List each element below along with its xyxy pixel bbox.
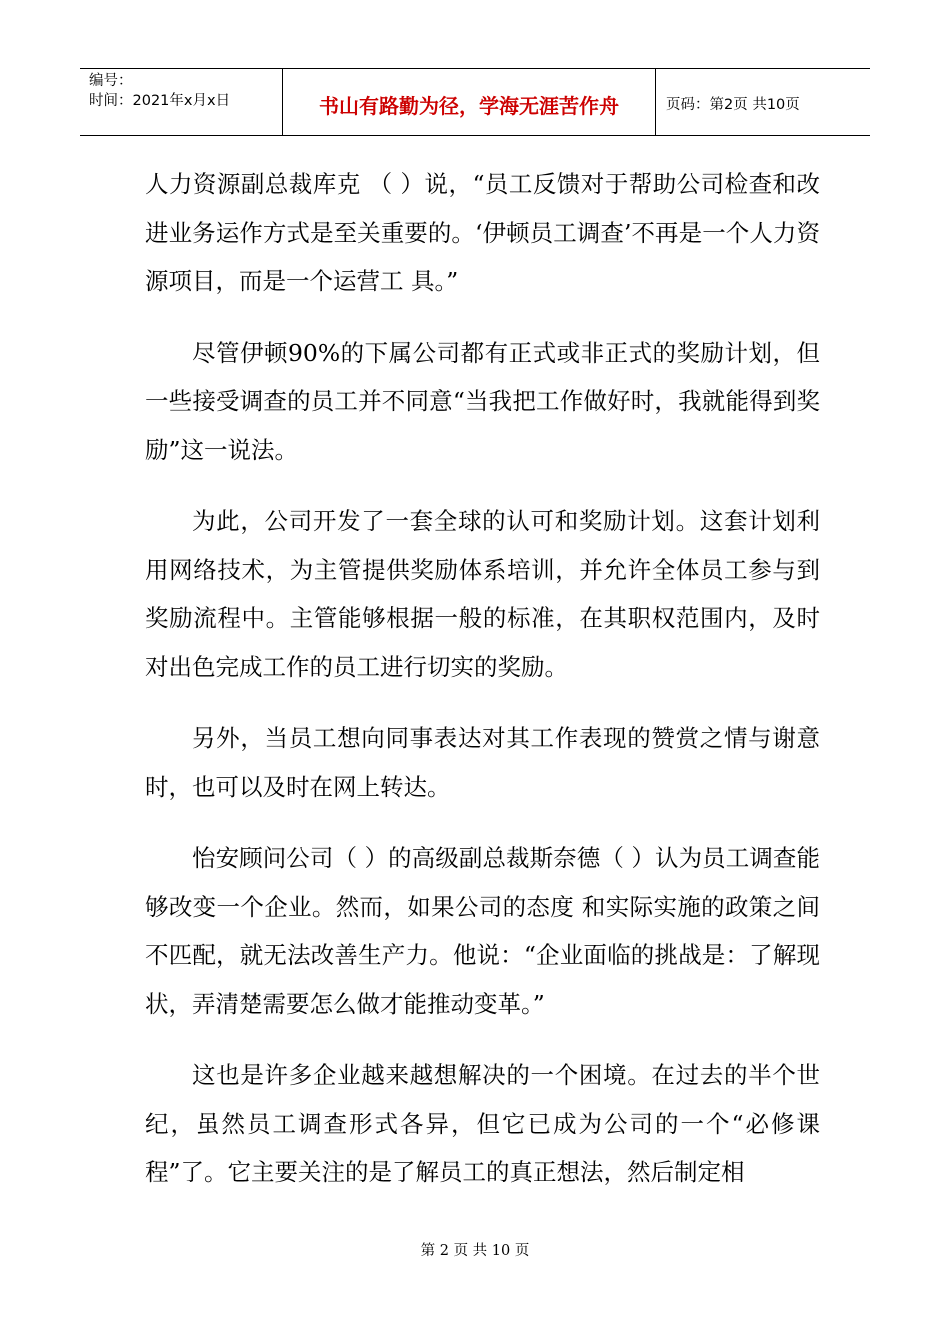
paragraph: 怡安顾问公司（ ）的高级副总裁斯奈德（ ）认为员工调查能够改变一个企业。然而，如果公司的态度 和实际实施的政策之间不匹配，就无法改善生产力。他说：“企业面临的挑战是：了解现状，弄清楚需要怎么做才能推动变革。” (145, 844, 820, 1018)
paragraph: 尽管伊顿90%的下属公司都有正式或非正式的奖励计划，但一些接受调查的员工并不同意“当我把工作做好时，我就能得到奖励”这一说法。 (145, 338, 820, 464)
paragraph: 人力资源副总裁库克 （ ）说，“员工反馈对于帮助公司检查和改进业务运作方式是至关重要的。‘伊顿员工调查’不再是一个人力资源项目，而是一个运营工 具。” (145, 170, 820, 295)
page-footer: 第 2 页 共 10 页 (420, 1243, 530, 1259)
header-page-info: 页码：第2页 共10页 (666, 96, 800, 113)
paragraph: 另外，当员工想向同事表达对其工作表现的赞赏之情与谢意时，也可以及时在网上转达。 (145, 724, 820, 801)
document-body (145, 160, 820, 1220)
date-line: 时间：2021年x月x日 (89, 93, 231, 109)
paragraph: 为此，公司开发了一套全球的认可和奖励计划。这套计划利用网络技术，为主管提供奖励体系培训，并允许全体员工参与到奖励流程中。主管能够根据一般的标准，在其职权范围内，及时对出色完成工作的员工进行切实的奖励。 (145, 507, 820, 681)
paragraph: 这也是许多企业越来越想解决的一个困境。在过去的半个世纪，虽然员工调查形式各异，但它已成为公司的一个“必修课程”了。它主要关注的是了解员工的真正想法，然后制定相 (145, 1061, 820, 1186)
serial-label: 编号： (89, 73, 133, 89)
header-meta (80, 69, 283, 135)
page-header (80, 68, 870, 136)
header-motto: 书山有路勤为径，学海无涯苦作舟 (283, 69, 656, 135)
